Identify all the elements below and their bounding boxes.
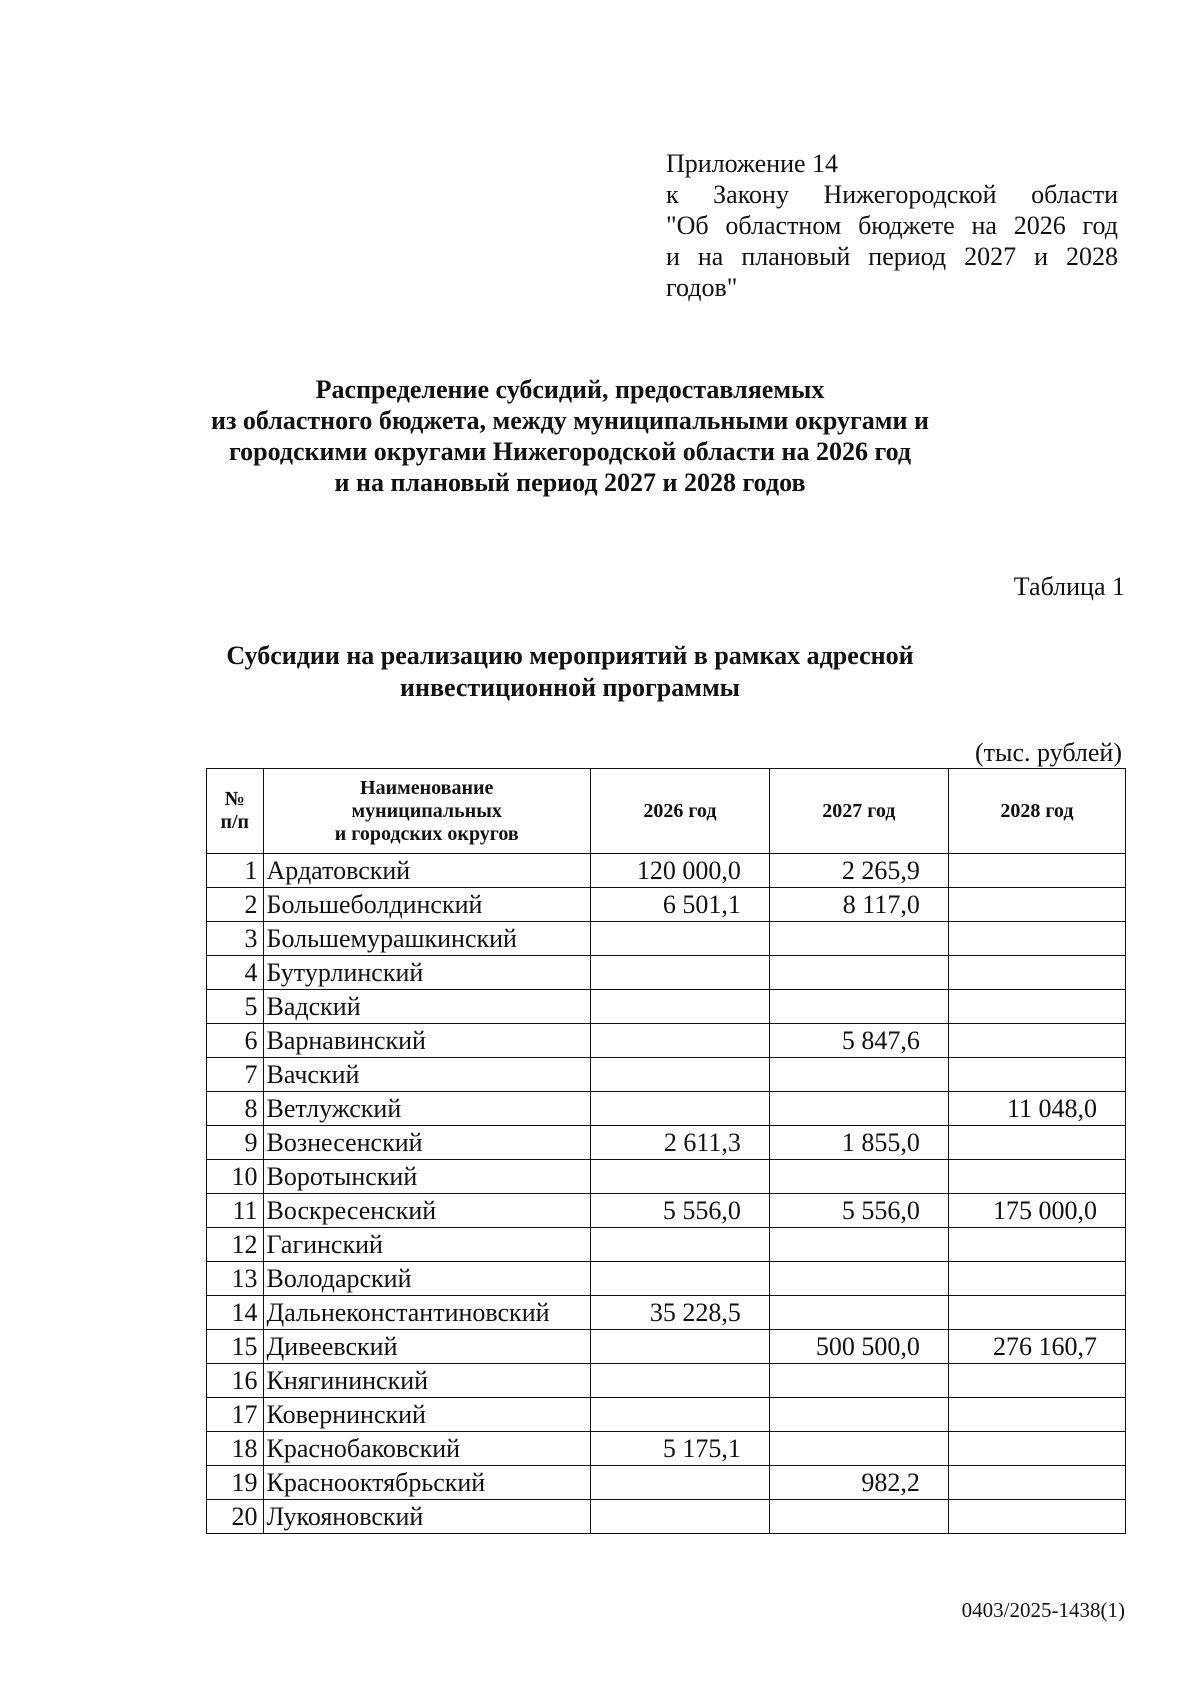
table-row	[207, 1330, 1126, 1364]
value-2027	[769, 956, 948, 990]
value-2027	[769, 1432, 948, 1466]
row-number: 13	[207, 1262, 264, 1296]
value-2028	[948, 1160, 1125, 1194]
value-2028	[948, 1228, 1125, 1262]
row-number: 19	[207, 1466, 264, 1500]
value-2028	[948, 990, 1125, 1024]
units-label: (тыс. рублей)	[974, 738, 1122, 767]
value-2027	[769, 1296, 948, 1330]
table-row	[207, 1262, 1126, 1296]
value-2028: 276 160,7	[948, 1330, 1125, 1364]
header-number-line1: №	[224, 788, 245, 810]
value-2027: 2 265,9	[769, 854, 948, 888]
table-row	[207, 1466, 1126, 1500]
header-2028: 2028 год	[948, 769, 1125, 854]
value-2026	[590, 1364, 769, 1398]
row-number: 16	[207, 1364, 264, 1398]
table-body	[207, 854, 1126, 1534]
value-2026: 5 175,1	[590, 1432, 769, 1466]
header-number-line2: п/п	[220, 811, 250, 833]
row-number: 17	[207, 1398, 264, 1432]
value-2026: 35 228,5	[590, 1296, 769, 1330]
header-name-line2: муниципальных	[351, 799, 502, 822]
value-2028	[948, 1398, 1125, 1432]
header-2026: 2026 год	[590, 769, 769, 854]
value-2027	[769, 1092, 948, 1126]
value-2026	[590, 1228, 769, 1262]
table-row	[207, 854, 1126, 888]
municipality-name: Княгининский	[263, 1364, 590, 1398]
row-number: 3	[207, 922, 264, 956]
row-number: 18	[207, 1432, 264, 1466]
value-2026	[590, 1262, 769, 1296]
document-code: 0403/2025-1438(1)	[961, 1598, 1125, 1622]
row-number: 12	[207, 1228, 264, 1262]
municipality-name: Вадский	[263, 990, 590, 1024]
value-2027	[769, 1262, 948, 1296]
table-row	[207, 990, 1126, 1024]
appendix-number: Приложение 14	[666, 149, 839, 178]
value-2028	[948, 1466, 1125, 1500]
header-name	[263, 769, 590, 854]
value-2026	[590, 1024, 769, 1058]
value-2028: 175 000,0	[948, 1194, 1125, 1228]
appendix-law-title-line3: годов"	[666, 273, 738, 302]
value-2028	[948, 922, 1125, 956]
value-2028	[948, 1024, 1125, 1058]
value-2027	[769, 1500, 948, 1534]
municipality-name: Дивеевский	[263, 1330, 590, 1364]
value-2026	[590, 1500, 769, 1534]
row-number: 1	[207, 854, 264, 888]
value-2026	[590, 1058, 769, 1092]
title-line: и на плановый период 2027 и 2028 годов	[334, 468, 806, 497]
value-2028	[948, 1364, 1125, 1398]
value-2028	[948, 854, 1125, 888]
subtitle-line: инвестиционной программы	[400, 673, 740, 702]
value-2026: 6 501,1	[590, 888, 769, 922]
value-2026	[590, 1160, 769, 1194]
appendix-law-line: к Закону Нижегородской области	[666, 180, 1118, 209]
row-number: 10	[207, 1160, 264, 1194]
value-2028	[948, 1500, 1125, 1534]
table-row	[207, 1092, 1126, 1126]
value-2027	[769, 1364, 948, 1398]
value-2027	[769, 1160, 948, 1194]
row-number: 20	[207, 1500, 264, 1534]
value-2026: 5 556,0	[590, 1194, 769, 1228]
appendix-law-title-line1: "Об областном бюджете на 2026 год	[666, 211, 1118, 240]
municipality-name: Гагинский	[263, 1228, 590, 1262]
table-row	[207, 956, 1126, 990]
value-2026	[590, 990, 769, 1024]
municipality-name: Ардатовский	[263, 854, 590, 888]
header-name-line1: Наименование	[360, 776, 494, 799]
subsidies-table	[206, 768, 1126, 1534]
row-number: 14	[207, 1296, 264, 1330]
value-2027: 5 556,0	[769, 1194, 948, 1228]
value-2028	[948, 956, 1125, 990]
title-line: Распределение субсидий, предоставляемых	[315, 375, 825, 404]
municipality-name: Дальнеконстантиновский	[263, 1296, 590, 1330]
table-row	[207, 1296, 1126, 1330]
row-number: 8	[207, 1092, 264, 1126]
appendix-header	[666, 148, 1118, 303]
header-name-line3: и городских округов	[334, 822, 519, 845]
table-row	[207, 1024, 1126, 1058]
value-2026	[590, 922, 769, 956]
table-row	[207, 1398, 1126, 1432]
table-row	[207, 1194, 1126, 1228]
title-line: городскими округами Нижегородской области на 2026 год	[228, 437, 912, 466]
row-number: 7	[207, 1058, 264, 1092]
table-row	[207, 1364, 1126, 1398]
value-2027	[769, 1058, 948, 1092]
value-2027: 1 855,0	[769, 1126, 948, 1160]
municipality-name: Лукояновский	[263, 1500, 590, 1534]
row-number: 11	[207, 1194, 264, 1228]
title-line: из областного бюджета, между муниципальными округами и	[211, 406, 929, 435]
municipality-name: Вачский	[263, 1058, 590, 1092]
row-number: 6	[207, 1024, 264, 1058]
municipality-name: Большеболдинский	[263, 888, 590, 922]
municipality-name: Воскресенский	[263, 1194, 590, 1228]
table-row	[207, 1432, 1126, 1466]
row-number: 9	[207, 1126, 264, 1160]
municipality-name: Ветлужский	[263, 1092, 590, 1126]
municipality-name: Большемурашкинский	[263, 922, 590, 956]
table-row	[207, 1058, 1126, 1092]
table-label: Таблица 1	[1013, 572, 1125, 601]
value-2026	[590, 1092, 769, 1126]
appendix-law-title-line2: и на плановый период 2027 и 2028	[666, 242, 1118, 271]
value-2028	[948, 888, 1125, 922]
header-number	[207, 769, 264, 854]
value-2027	[769, 990, 948, 1024]
row-number: 15	[207, 1330, 264, 1364]
value-2027	[769, 922, 948, 956]
value-2027: 500 500,0	[769, 1330, 948, 1364]
row-number: 4	[207, 956, 264, 990]
value-2028: 11 048,0	[948, 1092, 1125, 1126]
header-2027: 2027 год	[769, 769, 948, 854]
value-2027	[769, 1398, 948, 1432]
value-2026	[590, 956, 769, 990]
row-number: 2	[207, 888, 264, 922]
table-header-row	[207, 769, 1126, 854]
municipality-name: Володарский	[263, 1262, 590, 1296]
value-2028	[948, 1058, 1125, 1092]
value-2027: 982,2	[769, 1466, 948, 1500]
subtitle-line: Субсидии на реализацию мероприятий в рамках адресной	[226, 641, 914, 670]
value-2027	[769, 1228, 948, 1262]
table-row	[207, 922, 1126, 956]
value-2027: 8 117,0	[769, 888, 948, 922]
value-2026: 2 611,3	[590, 1126, 769, 1160]
value-2026	[590, 1330, 769, 1364]
municipality-name: Бутурлинский	[263, 956, 590, 990]
row-number: 5	[207, 990, 264, 1024]
table-row	[207, 888, 1126, 922]
value-2027: 5 847,6	[769, 1024, 948, 1058]
value-2026: 120 000,0	[590, 854, 769, 888]
value-2026	[590, 1466, 769, 1500]
table-row	[207, 1126, 1126, 1160]
municipality-name: Воротынский	[263, 1160, 590, 1194]
municipality-name: Краснобаковский	[263, 1432, 590, 1466]
municipality-name: Варнавинский	[263, 1024, 590, 1058]
municipality-name: Краснооктябрьский	[263, 1466, 590, 1500]
table-row	[207, 1228, 1126, 1262]
municipality-name: Ковернинский	[263, 1398, 590, 1432]
municipality-name: Вознесенский	[263, 1126, 590, 1160]
table-row	[207, 1500, 1126, 1534]
value-2028	[948, 1432, 1125, 1466]
table-subtitle	[150, 640, 990, 704]
table-row	[207, 1160, 1126, 1194]
document-title	[150, 374, 990, 498]
value-2026	[590, 1398, 769, 1432]
value-2028	[948, 1126, 1125, 1160]
value-2028	[948, 1296, 1125, 1330]
value-2028	[948, 1262, 1125, 1296]
